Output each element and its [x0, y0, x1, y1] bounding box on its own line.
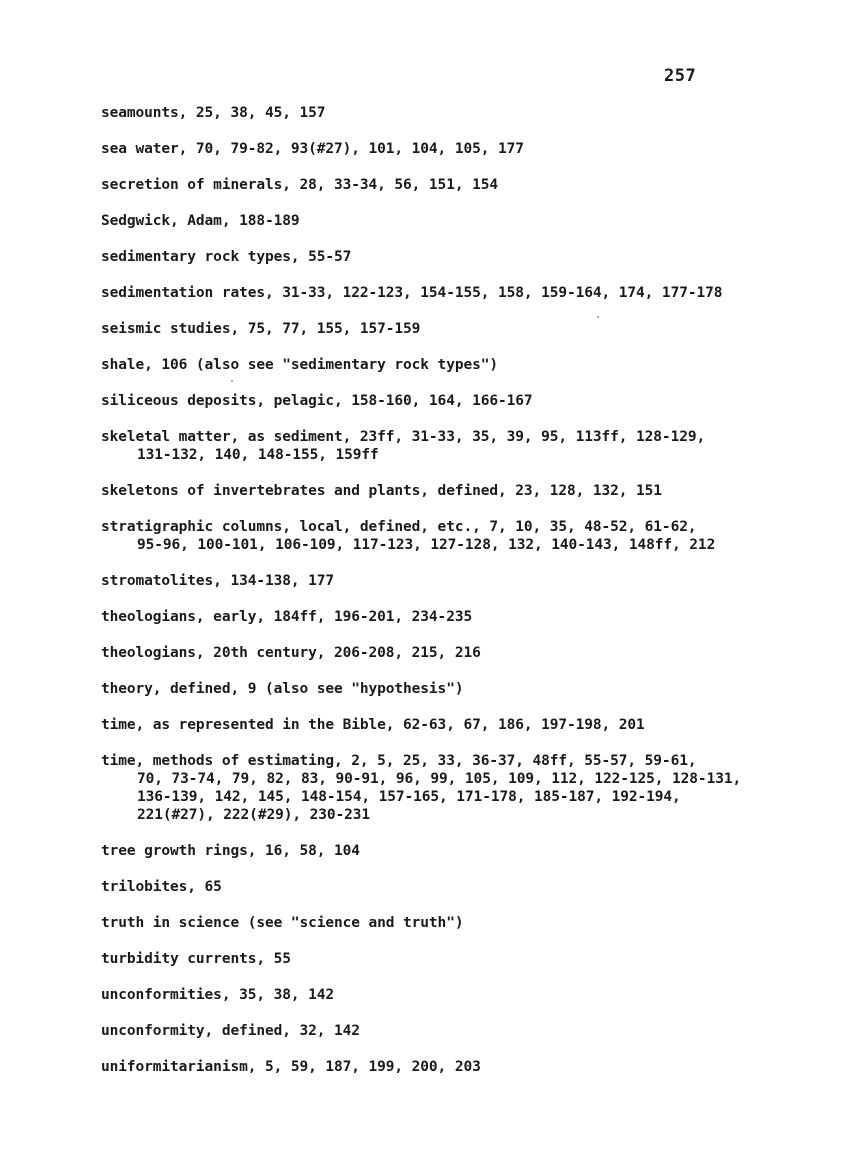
index-entry [101, 356, 791, 374]
index-entry [101, 1058, 791, 1076]
index-entry-line: theory, defined, 9 (also see "hypothesis") [101, 681, 464, 697]
index-entry [101, 392, 791, 410]
index-entry-line: skeletons of invertebrates and plants, defined, 23, 128, 132, 151 [101, 483, 662, 499]
index-entry-line: unconformities, 35, 38, 142 [101, 987, 335, 1003]
index-entry-line: tree growth rings, 16, 58, 104 [101, 843, 360, 859]
index-entry [101, 986, 791, 1004]
index-entry-line: truth in science (see "science and truth") [101, 915, 464, 931]
index-entry-line: Sedgwick, Adam, 188-189 [101, 213, 300, 229]
index-entry-line: time, methods of estimating, 2, 5, 25, 33, 36-37, 48ff, 55-57, 59-61, [101, 753, 697, 769]
index-entry-line: sedimentation rates, 31-33, 122-123, 154-155, 158, 159-164, 174, 177-178 [101, 285, 723, 301]
index-entry-line: theologians, early, 184ff, 196-201, 234-235 [101, 609, 473, 625]
index-entry-line: uniformitarianism, 5, 59, 187, 199, 200, 203 [101, 1059, 481, 1075]
index-entry-line: stromatolites, 134-138, 177 [101, 573, 335, 589]
index-entry [101, 248, 791, 266]
index-entry-line: siliceous deposits, pelagic, 158-160, 164, 166-167 [101, 393, 533, 409]
index-entry [101, 518, 791, 554]
index-entry-continuation: 221(#27), 222(#29), 230-231 [137, 807, 371, 823]
index-entry-line: time, as represented in the Bible, 62-63, 67, 186, 197-198, 201 [101, 717, 645, 733]
index-entry-line: seamounts, 25, 38, 45, 157 [101, 105, 326, 121]
index-entry-line: sea water, 70, 79-82, 93(#27), 101, 104, 105, 177 [101, 141, 524, 157]
index-entry [101, 176, 791, 194]
index-entry-line: turbidity currents, 55 [101, 951, 291, 967]
index-entry [101, 284, 791, 302]
index-list [101, 104, 791, 1094]
index-entry [101, 950, 791, 968]
index-entry-line: shale, 106 (also see "sedimentary rock types") [101, 357, 498, 373]
index-entry [101, 680, 791, 698]
index-entry-line: stratigraphic columns, local, defined, etc., 7, 10, 35, 48-52, 61-62, [101, 519, 697, 535]
index-entry [101, 644, 791, 662]
index-entry [101, 320, 791, 338]
index-entry-continuation: 136-139, 142, 145, 148-154, 157-165, 171-178, 185-187, 192-194, [137, 789, 681, 805]
index-entry-line: secretion of minerals, 28, 33-34, 56, 151, 154 [101, 177, 498, 193]
index-entry [101, 104, 791, 122]
index-entry-continuation: 131-132, 140, 148-155, 159ff [137, 447, 379, 463]
index-entry-line: skeletal matter, as sediment, 23ff, 31-33, 35, 39, 95, 113ff, 128-129, [101, 429, 706, 445]
index-entry-line: unconformity, defined, 32, 142 [101, 1023, 360, 1039]
index-entry [101, 1022, 791, 1040]
index-entry [101, 716, 791, 734]
index-entry-line: trilobites, 65 [101, 879, 222, 895]
index-entry-continuation: 95-96, 100-101, 106-109, 117-123, 127-128, 132, 140-143, 148ff, 212 [137, 537, 716, 553]
index-entry [101, 878, 791, 896]
index-entry [101, 212, 791, 230]
index-entry [101, 140, 791, 158]
index-entry-line: theologians, 20th century, 206-208, 215, 216 [101, 645, 481, 661]
page-number: 257 [664, 66, 697, 86]
index-entry [101, 428, 791, 464]
index-entry [101, 572, 791, 590]
index-entry [101, 842, 791, 860]
scan-speck [597, 316, 599, 318]
scan-speck [231, 380, 233, 382]
index-entry [101, 914, 791, 932]
index-entry [101, 482, 791, 500]
index-entry-line: sedimentary rock types, 55-57 [101, 249, 352, 265]
index-entry [101, 608, 791, 626]
index-entry-line: seismic studies, 75, 77, 155, 157-159 [101, 321, 421, 337]
index-entry-continuation: 70, 73-74, 79, 82, 83, 90-91, 96, 99, 105, 109, 112, 122-125, 128-131, [137, 771, 742, 787]
index-entry [101, 752, 791, 824]
